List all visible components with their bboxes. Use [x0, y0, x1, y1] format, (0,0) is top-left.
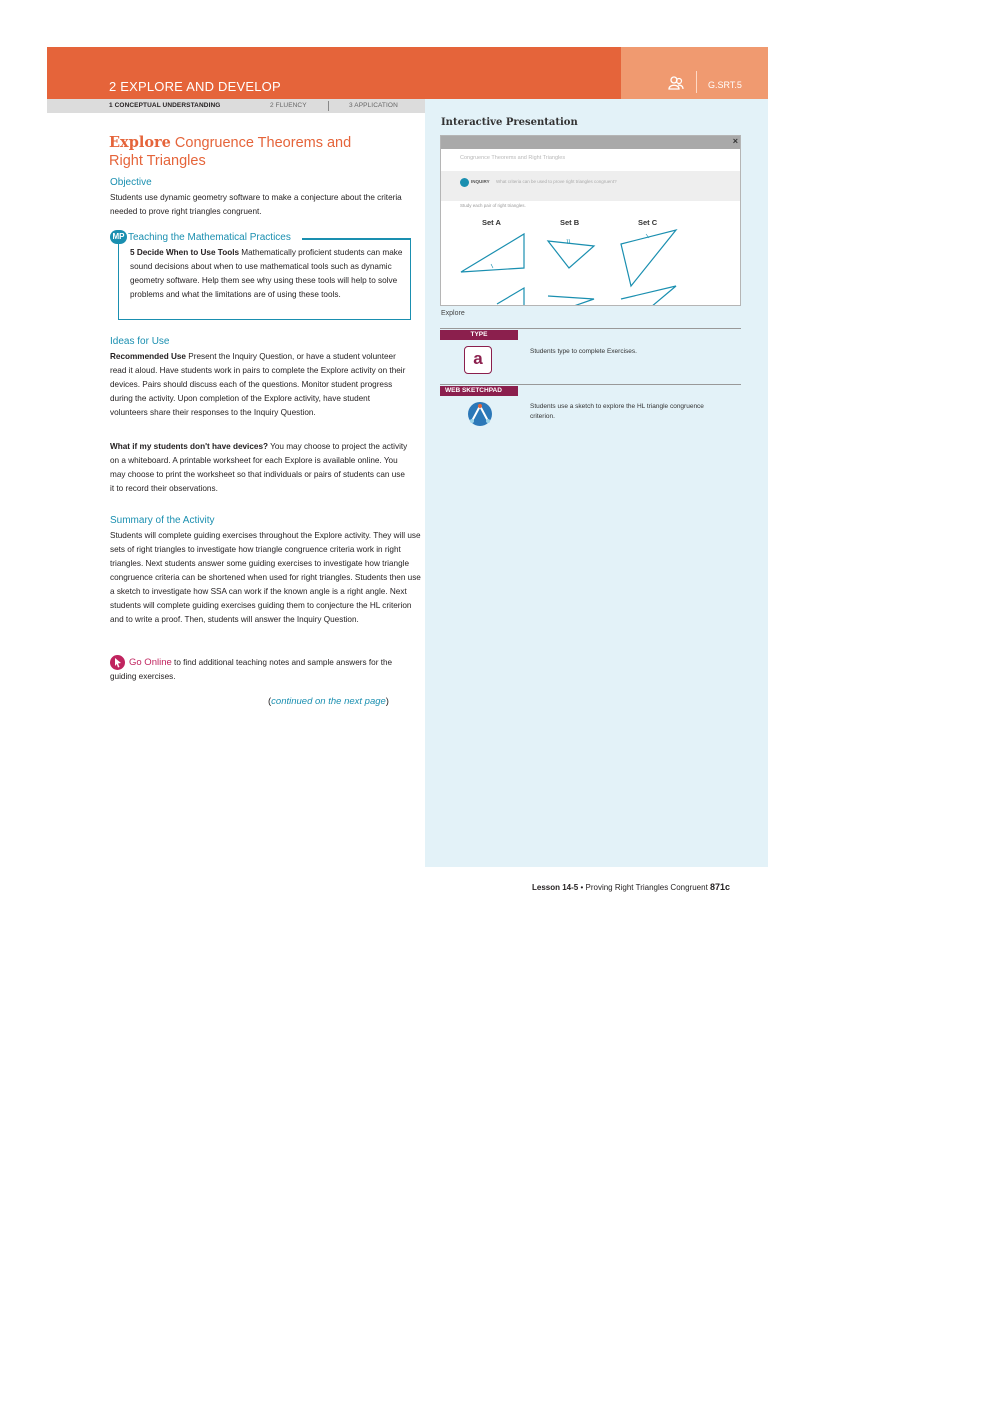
- screen-title: Congruence Theorems and Right Triangles: [460, 155, 566, 161]
- go-online-text: to find additional teaching notes and sample answers for the guiding exercises.: [110, 658, 393, 681]
- screen-instruction: Study each pair of right triangles.: [460, 203, 526, 208]
- lesson-title-strong: Explore: [109, 134, 171, 151]
- web-sketchpad-description: Students use a sketch to explore the HL triangle congruence criterion.: [530, 403, 704, 420]
- web-sketchpad-tag: WEB SKETCHPAD: [440, 386, 518, 396]
- standard-panel: [621, 47, 768, 99]
- practices-text: [130, 246, 405, 302]
- ideas-p2-text: You may choose to project the activity on a whiteboard. A printable worksheet for each Explore is available online. You may choose to print the worksheet so that individuals or pairs of students can use it to record their observations.: [110, 442, 408, 493]
- summary-text: Students will complete guiding exercises throughout the Explore activity. They will use sets of right triangles to investigate how triangle congruence criteria work in right triangles. Next students answer some guiding exercises to investigate how triangle congruence criteria can be shortened when used for right triangles. Students then use a sketch to investigate how SSA can work if the known angle is a right angle. Next students will complete guiding exercises guiding them to conjecture the HL criterion and to write a proof. Then, students will answer the Inquiry Question.: [110, 531, 421, 624]
- tab-separator: [328, 101, 329, 111]
- continued-text: continued on the next page: [271, 696, 386, 707]
- set-b-triangle-2: [548, 296, 594, 306]
- lesson-phase-tabs: [47, 99, 425, 113]
- go-online-note: [110, 656, 410, 684]
- set-c-label: Set C: [638, 218, 658, 227]
- set-a-triangle-1: [461, 234, 524, 272]
- sketchpad-icon: [467, 401, 493, 427]
- ideas-p1-text: Present the Inquiry Question, or have a student volunteer read it aloud. Have students work in pairs to complete the Explore activity on their devices. Pairs should discuss each of the questions. Monitor student progress during the activity. Upon completion of the Explore activity, have student volunteers share their responses to the Inquiry Question.: [110, 352, 406, 417]
- header-divider: [696, 71, 697, 93]
- group-icon: [668, 76, 684, 90]
- footer-title: Proving Right Triangles Congruent: [585, 883, 708, 892]
- mp-badge: MP: [110, 230, 127, 244]
- section-title: 2 EXPLORE AND DEVELOP: [109, 79, 281, 94]
- tab-fluency: 2 FLUENCY: [270, 102, 307, 109]
- inquiry-question: What criteria can be used to prove right triangles congruent?: [496, 179, 617, 184]
- set-c-triangle-2: [621, 286, 676, 306]
- footer-lesson: Lesson 14-5: [532, 883, 579, 892]
- summary-heading: Summary of the Activity: [110, 515, 215, 526]
- objective-heading: Objective: [110, 177, 152, 188]
- objective-text: Students use dynamic geometry software to make a conjecture about the criteria needed to prove right triangles congruent.: [110, 193, 402, 216]
- set-c-triangle-1: [621, 230, 676, 286]
- continued-close: ): [385, 696, 389, 707]
- ideas-paragraph-2: [110, 440, 410, 496]
- type-a-icon: a: [464, 346, 492, 374]
- set-a-label: Set A: [482, 218, 501, 227]
- continued-open: (: [268, 696, 272, 707]
- footer-separator: •: [578, 883, 586, 892]
- lesson-title: [109, 134, 369, 170]
- tick-mark-a: [491, 264, 493, 268]
- inquiry-label: INQUIRY: [471, 179, 490, 184]
- presentation-heading: Interactive Presentation: [441, 117, 578, 128]
- page-number: 871c: [710, 882, 731, 892]
- standard-code: G.SRT.5: [708, 80, 742, 90]
- continued-note: [268, 696, 389, 707]
- type-tag: TYPE: [440, 330, 518, 340]
- set-a-triangle-2: [497, 288, 524, 306]
- practices-body: Mathematically proficient students can make sound decisions about when to use mathematical tools such as dynamic geometry software. Help them see why using these tools will help to solve problems and what the limitations are of using these tools.: [130, 248, 403, 299]
- resource-divider: [440, 328, 741, 329]
- resource-divider: [440, 384, 741, 385]
- type-description: Students type to complete Exercises.: [530, 348, 637, 355]
- ideas-heading: Ideas for Use: [110, 336, 170, 347]
- tab-application: 3 APPLICATION: [349, 102, 398, 109]
- triangle-sets: [441, 136, 741, 306]
- page-footer: [532, 882, 730, 892]
- ideas-p1-strong: Recommended Use: [110, 352, 186, 361]
- practices-heading: Teaching the Mathematical Practices: [128, 232, 291, 243]
- practices-box-top: [302, 238, 411, 240]
- set-b-triangle-1: [548, 241, 594, 268]
- close-icon[interactable]: ×: [732, 136, 738, 146]
- presentation-screenshot: [440, 135, 741, 306]
- section-header: [47, 47, 621, 99]
- set-b-label: Set B: [560, 218, 580, 227]
- ideas-paragraph-1: [110, 350, 410, 420]
- tab-conceptual-understanding: 1 CONCEPTUAL UNDERSTANDING: [109, 102, 221, 109]
- presentation-caption: Explore: [441, 310, 465, 317]
- ideas-p2-strong: What if my students don't have devices?: [110, 442, 268, 451]
- lesson-title-rest: Congruence Theorems and Right Triangles: [109, 135, 352, 169]
- go-online-link[interactable]: Go Online: [129, 657, 172, 668]
- practices-strong: 5 Decide When to Use Tools: [130, 248, 240, 257]
